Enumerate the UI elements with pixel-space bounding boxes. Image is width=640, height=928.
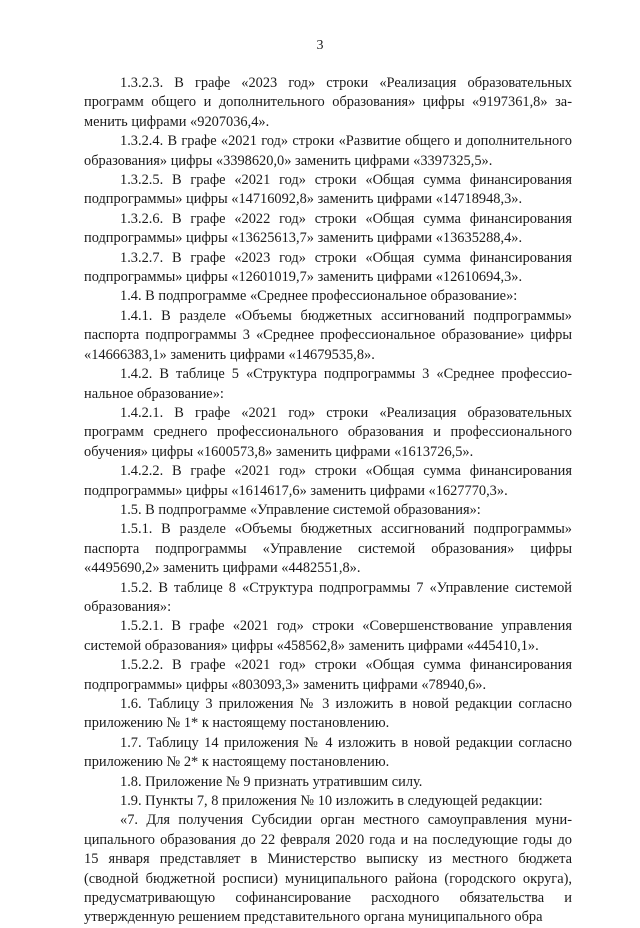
paragraph-1-3-2-6: 1.3.2.6. В графе «2022 год» строки «Общая сумма финансирования подпрограммы» цифры «13625613,7» заменить цифрами «13635288,4». bbox=[84, 210, 572, 247]
paragraph-1-4-2: 1.4.2. В таблице 5 «Структура подпрограммы 3 «Среднее профессиональное образование»: bbox=[84, 366, 572, 402]
paragraph-1-5-2: 1.5.2. В таблице 8 «Структура подпрограммы 7 «Управление системой образования»: bbox=[84, 579, 572, 615]
paragraph-1-4: 1.4. В подпрограмме «Среднее профессиональное образование»: bbox=[120, 288, 518, 305]
document-body bbox=[84, 74, 572, 928]
paragraph-1-3-2-5: 1.3.2.5. В графе «2021 год» строки «Общая сумма финансирования подпрограммы» цифры «14716092,8» заменить цифрами «14718948,3». bbox=[84, 172, 572, 208]
paragraph-1-9: 1.9. Пункты 7, 8 приложения № 10 изложить в следующей редакции: bbox=[120, 793, 543, 810]
paragraph-1-6: 1.6. Таблицу 3 приложения № 3 изложить в новой редакции согласно приложению № 1* к настоящему постановлению. bbox=[84, 696, 572, 732]
paragraph-1-3-2-3: 1.3.2.3. В графе «2023 год» строки «Реализация образовательных программ общего и дополнительного образования» цифры «9197361,8» заменить цифрами «9207036,4». bbox=[84, 75, 572, 130]
paragraph-1-5-2-2: 1.5.2.2. В графе «2021 год» строки «Общая сумма финансирования подпрограммы» цифры «803093,3» заменить цифрами «78940,6». bbox=[84, 657, 572, 693]
paragraph-1-4-2-1: 1.4.2.1. В графе «2021 год» строки «Реализация образовательных программ среднего профессионального образования и профессионального обучения» цифры «1600573,8» заменить цифрами «1613726,5». bbox=[84, 404, 572, 460]
paragraph-1-5-2-1: 1.5.2.1. В графе «2021 год» строки «Совершенствование управления системой образования» цифры «458562,8» заменить цифрами «445410,1». bbox=[84, 618, 572, 654]
page-number: 3 bbox=[316, 38, 324, 53]
paragraph-quote-7: «7. Для получения Субсидии орган местного самоуправления муниципального образования до 22 февраля 2020 года и на последующие годы до 15 января представляет в Министерство выписку из местного бюджета (сводной бюджетной росписи) муниципального района (городского округа), предусматривающую софинансирование расходного обязательства и утвержденную решением представительного органа муниципального обра bbox=[84, 812, 572, 926]
paragraph-1-5: 1.5. В подпрограмме «Управление системой образования»: bbox=[120, 501, 481, 518]
paragraph-1-5-1: 1.5.1. В разделе «Объемы бюджетных ассигнований подпрограммы» паспорта подпрограммы «Управление системой образования» цифры «4495690,2» заменить цифрами «4482551,8». bbox=[84, 521, 572, 577]
paragraph-1-3-2-4: 1.3.2.4. В графе «2021 год» строки «Развитие общего и дополнительного образования» цифры «3398620,0» заменить цифрами «3397325,5». bbox=[84, 133, 572, 169]
paragraph-1-4-1: 1.4.1. В разделе «Объемы бюджетных ассигнований подпрограммы» паспорта подпрограммы 3 «Среднее профессиональное образование» цифры «14666383,1» заменить цифрами «14679535,8». bbox=[84, 307, 572, 363]
paragraph-1-4-2-2: 1.4.2.2. В графе «2021 год» строки «Общая сумма финансирования подпрограммы» цифры «1614617,6» заменить цифрами «1627770,3». bbox=[84, 463, 572, 499]
paragraph-1-8: 1.8. Приложение № 9 признать утратившим силу. bbox=[120, 773, 423, 790]
paragraph-1-3-2-7: 1.3.2.7. В графе «2023 год» строки «Общая сумма финансирования подпрограммы» цифры «12601019,7» заменить цифрами «12610694,3». bbox=[84, 249, 572, 286]
paragraph-1-7: 1.7. Таблицу 14 приложения № 4 изложить в новой редакции согласно приложению № 2* к настоящему постановлению. bbox=[84, 734, 572, 771]
